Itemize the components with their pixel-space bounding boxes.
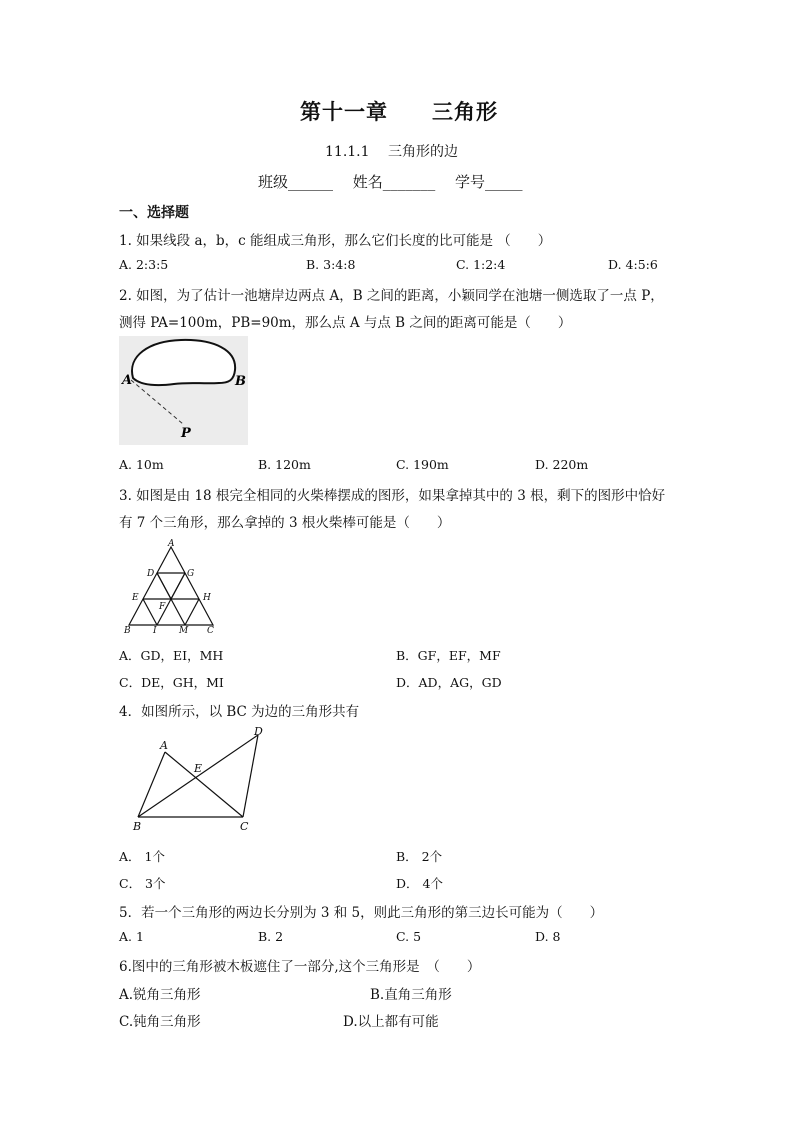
pond-figure (119, 336, 248, 445)
q2-option-a: A. 10m (119, 457, 164, 472)
q5-option-c: C. 5 (396, 929, 422, 944)
q2-option-c: C. 190m (396, 457, 449, 472)
q4-option-d: D． 4个 (396, 876, 443, 891)
q3-option-b: B．GF，EF，MF (396, 648, 501, 663)
question-5-stem: 5．若一个三角形的两边长分别为 3 和 5，则此三角形的第三边长可能为（ ） (119, 905, 604, 921)
q1-option-a: A. 2:3:5 (119, 257, 169, 272)
q4-option-b: B． 2个 (396, 849, 443, 864)
q5-option-b: B. 2 (258, 929, 284, 944)
q5-option-d: D. 8 (535, 929, 561, 944)
q6-option-d: D.以上都有可能 (343, 1014, 439, 1030)
matchstick-figure (119, 537, 229, 637)
q6-option-c: C.钝角三角形 (119, 1014, 201, 1030)
question-2-stem-line1: 2. 如图，为了估计一池塘岸边两点 A，B 之间的距离，小颖同学在池塘一侧选取了一点 P， (119, 288, 664, 304)
label-e: E (194, 762, 203, 775)
label-g: G (187, 569, 195, 579)
triangle-bc-figure (128, 725, 268, 835)
question-1-stem: 1. 如果线段 a，b，c 能组成三角形，那么它们长度的比可能是 （ ） (119, 233, 552, 249)
label-i: I (153, 626, 157, 636)
label-a: A (160, 739, 168, 752)
label-d: D (147, 569, 155, 579)
q1-option-b: B. 3:4:8 (306, 257, 356, 272)
label-b: B (124, 626, 131, 636)
student-info: 班级______ 姓名_______ 学号_____ (258, 173, 523, 191)
point-b-label: B (235, 374, 246, 389)
label-f: F (159, 602, 166, 612)
q3-option-d: D．AD，AG，GD (396, 675, 502, 690)
question-4-stem: 4．如图所示，以 BC 为边的三角形共有 (119, 704, 360, 720)
question-3-stem-line2: 有 7 个三角形，那么拿掉的 3 根火柴棒可能是（ ） (119, 515, 451, 531)
q3-option-c: C．DE，GH，MI (119, 675, 224, 690)
figure-lines (138, 735, 258, 817)
section-heading: 一、选择题 (119, 205, 189, 221)
point-a-label: A (122, 373, 133, 388)
q2-option-b: B. 120m (258, 457, 311, 472)
q4-option-c: C． 3个 (119, 876, 166, 891)
q6-option-b: B.直角三角形 (370, 987, 452, 1003)
question-2-stem-line2: 测得 PA=100m，PB=90m，那么点 A 与点 B 之间的距离可能是（ ） (119, 315, 572, 331)
q1-option-d: D. 4:5:6 (608, 257, 658, 272)
label-c: C (207, 626, 214, 636)
q5-option-a: A. 1 (119, 929, 144, 944)
matchstick-lines (129, 547, 213, 625)
q3-option-a: A．GD，EI，MH (119, 648, 224, 663)
question-6-stem: 6.图中的三角形被木板遮住了一部分,这个三角形是 （ ） (119, 959, 481, 975)
label-d: D (254, 725, 263, 738)
label-b: B (133, 820, 142, 833)
q1-option-c: C. 1:2:4 (456, 257, 506, 272)
point-p-label: P (181, 426, 191, 441)
q6-option-a: A.锐角三角形 (119, 987, 201, 1003)
chapter-title: 第十一章 三角形 (300, 99, 498, 124)
label-a: A (168, 539, 175, 549)
q4-option-a: A． 1个 (119, 849, 165, 864)
q2-option-d: D. 220m (535, 457, 589, 472)
question-3-stem-line1: 3. 如图是由 18 根完全相同的火柴棒摆成的图形，如果拿掉其中的 3 根，剩下的图形中恰好 (119, 488, 666, 504)
section-title: 11.1.1 三角形的边 (325, 144, 458, 160)
label-e: E (132, 593, 139, 603)
label-c: C (240, 820, 249, 833)
label-h: H (203, 593, 211, 603)
label-m: M (179, 626, 189, 636)
